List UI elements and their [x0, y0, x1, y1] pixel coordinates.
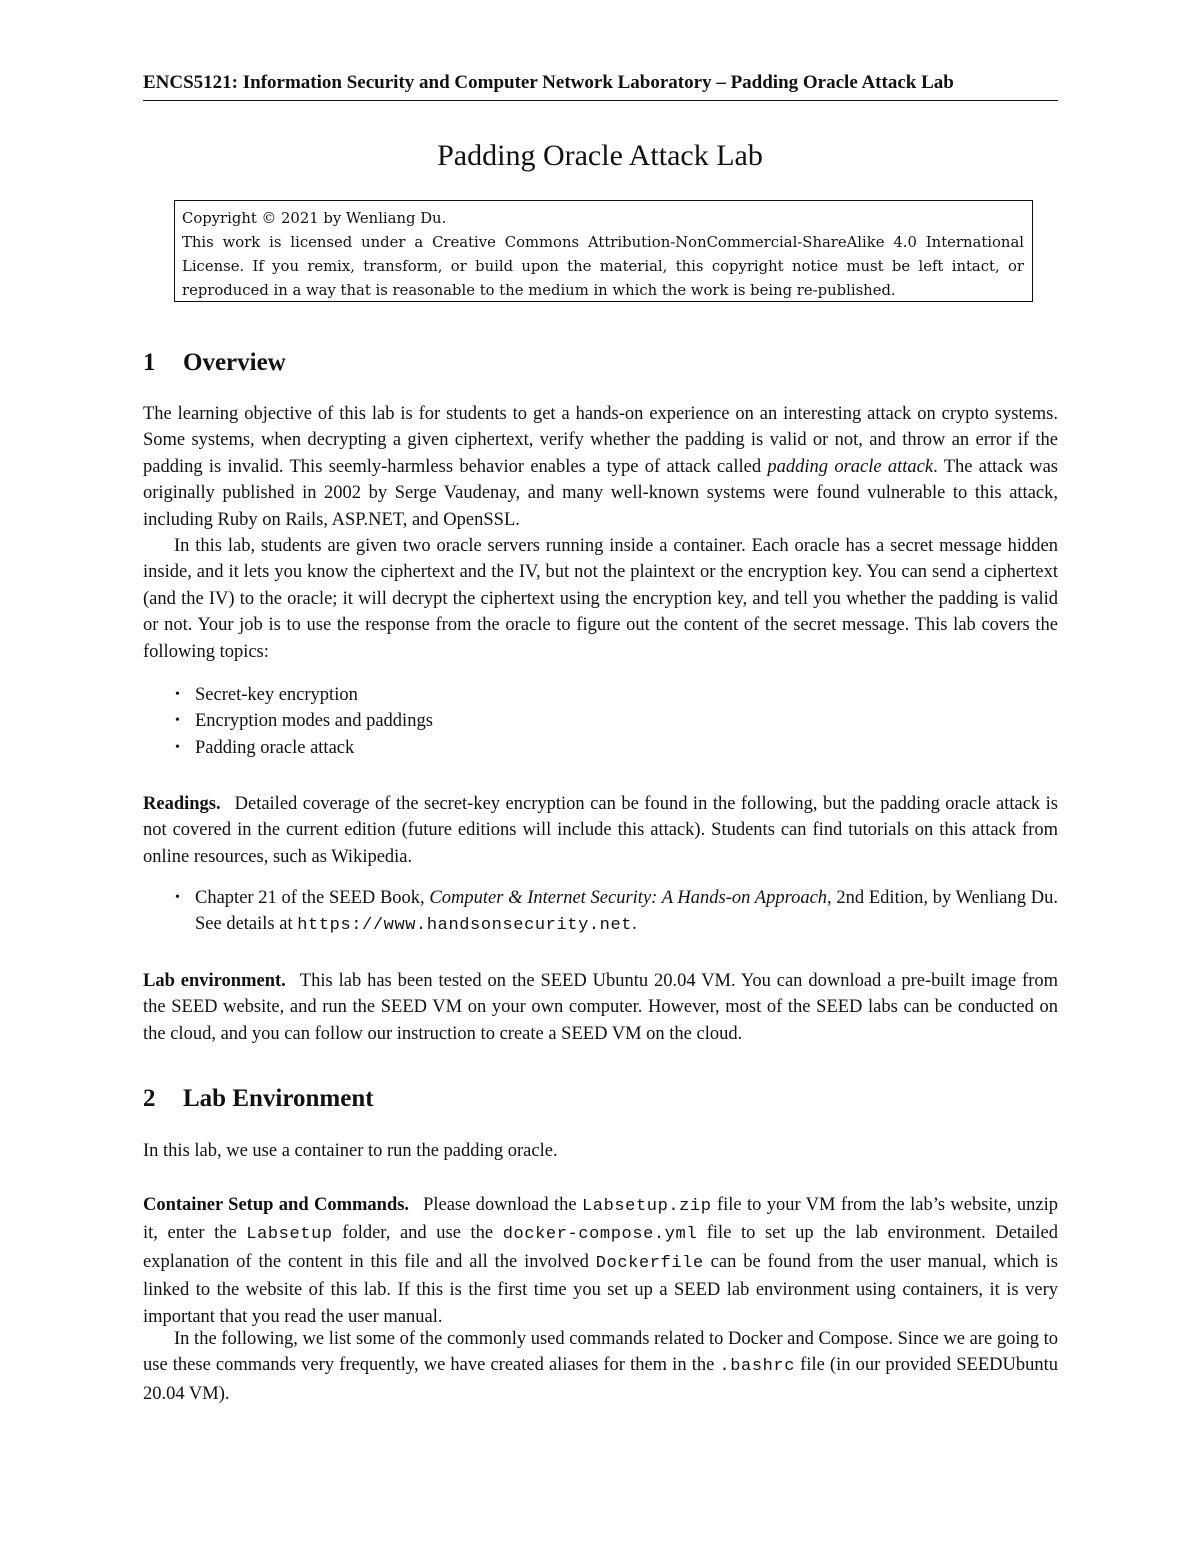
header-rule [143, 100, 1058, 101]
list-item [143, 735, 1058, 761]
text-run: file (in our provided SEEDUbuntu 20.04 VM). [143, 1355, 1059, 1404]
text-run: The learning objective of this lab is for students to get a hands-on experience on an interesting attack on crypto systems. Some systems, when decrypting a given ciphertext, verify whether the padding is valid or not, and throw an error if the padding is invalid. This seemly-harmless behavior enables a type of attack called [143, 404, 1058, 477]
code-filename: Labsetup.zip [581, 1197, 712, 1216]
bullet-icon: • [175, 713, 180, 729]
section-number: 2 [143, 1085, 156, 1112]
book-list [143, 885, 1058, 940]
text-run: file to your VM from the lab’s website, unzip it, enter the [143, 1195, 1058, 1244]
text-run: Detailed coverage of the secret-key encryption can be found in the following, but the padding oracle attack is not covered in the current edition (future editions will include this attack). Students can find tutorials on this attack from online resources, such as Wikipedia. [143, 794, 1058, 867]
section-title: Overview [183, 349, 286, 376]
license-text: This work is licensed under a Creative Commons Attribution-NonCommercial-ShareAlike 4.0 International License. If you remix, transform, or build upon the material, this copyright notice must be left intact, or reproduced in a way that is reasonable to the medium in which the work is being re-published. [182, 234, 1024, 299]
bullet-icon: • [175, 687, 180, 702]
run-in-heading: Container Setup and Commands. [143, 1195, 410, 1215]
code-filename: Dockerfile [595, 1253, 704, 1273]
list-item [143, 708, 1058, 734]
bullet-icon: • [175, 739, 180, 755]
section-heading-lab-environment [143, 1082, 374, 1116]
text-run: file to set up the lab environment. Detailed explanation of the content in this file and all the involved [143, 1223, 1059, 1272]
running-header: ENCS5121: Information Security and Computer Network Laboratory – Padding Oracle Attack Lab [143, 72, 954, 93]
lab-environment-intro: In this lab, we use a container to run the padding oracle. [143, 1141, 558, 1161]
text-run: This lab has been tested on the SEED Ubuntu 20.04 VM. You can download a pre-built image from the SEED website, and run the SEED VM on your own computer. However, most of the SEED labs can be conducted on the cloud, and you can follow our instruction to create a SEED VM on the cloud. [143, 971, 1058, 1044]
emphasis-term: padding oracle attack [767, 456, 934, 477]
list-item-text: Padding oracle attack [195, 737, 355, 758]
copyright-line: Copyright © 2021 by Wenliang Du. [182, 210, 447, 227]
code-filename: docker-compose.yml [502, 1225, 698, 1245]
section-heading-overview [143, 346, 286, 380]
text-run: In the following, we list some of the commonly used commands related to Docker and Compose. Since we are going to use these commands very frequently, we have created aliases for them in the [143, 1329, 1058, 1376]
list-item-text: Secret-key encryption [195, 685, 358, 705]
run-in-heading: Readings. [143, 794, 221, 814]
lab-environment-paragraph [143, 968, 1058, 1047]
text-run: , 2nd Edition, by Wenliang Du. See details at [195, 888, 1058, 935]
overview-paragraph-2: In this lab, students are given two oracle servers running inside a container. Each oracle has a secret message hidden inside, and it lets you know the ciphertext and the IV, but not the plaintext or the encryption key. You can send a ciphertext (and the IV) to the oracle; it will decrypt the ciphertext using the encryption key, and tell you whether the padding is valid or not. Your job is to use the response from the oracle to figure out the content of the secret message. This lab covers the following topics: [143, 536, 1058, 662]
bullet-icon: • [175, 890, 180, 905]
list-item-text: Encryption modes and paddings [195, 711, 433, 732]
text-run: . The attack was originally published in 2002 by Serge Vaudenay, and many well-known systems were found vulnerable to this attack, including Ruby on Rails, ASP.NET, and OpenSSL. [143, 456, 1058, 530]
list-item [143, 885, 1058, 940]
topics-list [143, 682, 1058, 761]
document-title: Padding Oracle Attack Lab [437, 139, 763, 172]
overview-paragraph-1 [143, 401, 1058, 533]
section-title: Lab Environment [183, 1085, 374, 1112]
book-url: https://www.handsonsecurity.net [297, 916, 633, 936]
list-item [143, 682, 1058, 708]
commands-paragraph [143, 1326, 1058, 1407]
section-number: 1 [143, 349, 156, 376]
code-filename: .bashrc [719, 1357, 796, 1377]
container-setup-paragraph [143, 1192, 1058, 1330]
book-title: Computer & Internet Security: A Hands-on Approach [429, 888, 828, 908]
text-run: Please download the [423, 1195, 582, 1215]
text-run: Chapter 21 of the SEED Book, [195, 888, 430, 908]
code-filename: Labsetup [246, 1225, 333, 1245]
text-run: folder, and use the [332, 1223, 503, 1244]
text-run: can be found from the user manual, which is linked to the website of this lab. If this is the first time you set up a SEED lab environment using containers, it is very important that you read the user manual. [143, 1251, 1058, 1327]
readings-paragraph [143, 791, 1058, 870]
copyright-notice [174, 200, 1033, 302]
run-in-heading: Lab environment. [143, 971, 286, 991]
text-run: . [632, 914, 637, 935]
